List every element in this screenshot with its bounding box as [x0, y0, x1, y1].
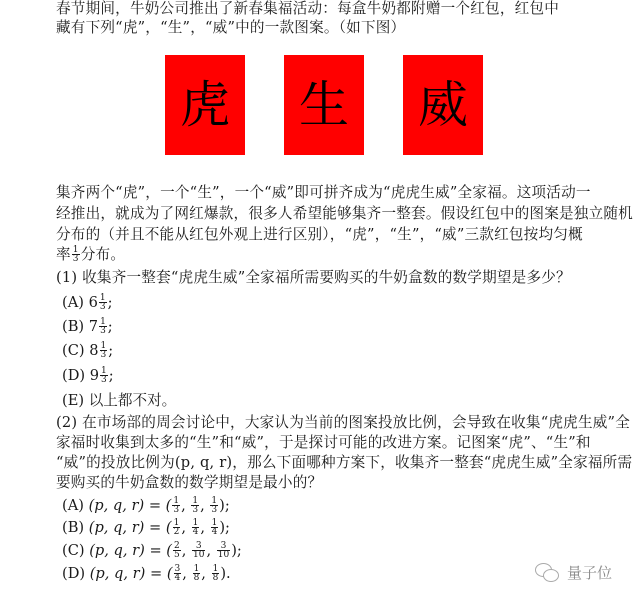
numerator: 1 — [173, 495, 180, 506]
fraction — [174, 565, 182, 582]
numerator: 1 — [212, 563, 219, 574]
comma: , — [201, 565, 211, 582]
numerator: 1 — [99, 292, 106, 303]
fraction — [193, 565, 201, 582]
card-char: 虎 — [180, 76, 230, 134]
q2-line: (2) 在市场部的周会讨论中，大家认为当前的图案投放比例，会导致在收集“虎虎生威”全 — [56, 414, 631, 431]
denominator: 4 — [211, 526, 218, 537]
fraction — [99, 318, 107, 335]
punct: ; — [108, 367, 114, 384]
paragraph-line: 分布的（并且不能从红包外观上进行区别），“虎”，“生”，“威”三款红包按均匀概 — [56, 226, 583, 243]
paragraph-line: 集齐两个“虎”，一个“生”，一个“威”即可拼齐成为“虎虎生威”全家福。这项活动一 — [56, 184, 591, 201]
option-label: (A) — [62, 294, 89, 311]
q1-option — [62, 294, 113, 312]
q2-option — [62, 519, 230, 537]
numerator: 1 — [193, 563, 200, 574]
option-label: (B) — [62, 318, 89, 335]
option-label: (E) — [62, 392, 89, 409]
card-char: 生 — [299, 76, 349, 134]
q2-line: “威”的投放比例为(p, q, r)，那么下面哪种方案下，收集齐一整套“虎虎生威”全家福所需 — [56, 454, 633, 471]
punct: ; — [107, 318, 113, 335]
numerator: 1 — [192, 495, 199, 506]
comma: , — [200, 519, 210, 536]
numerator: 2 — [174, 540, 180, 551]
denominator: 8 — [212, 572, 219, 583]
q1-option-e — [62, 392, 176, 410]
fraction — [100, 342, 108, 359]
q1-option — [62, 342, 113, 360]
whole: 7 — [88, 318, 99, 335]
denominator: 3 — [192, 504, 199, 515]
numerator: 3 — [217, 542, 230, 551]
fraction — [217, 542, 230, 559]
whole: 8 — [89, 342, 99, 359]
numerator: 1 — [192, 517, 199, 528]
fraction — [173, 519, 181, 536]
option-label: (D) — [62, 367, 90, 384]
punct: ); — [219, 497, 230, 514]
paragraph-line: 经推出，就成为了网红爆款，很多人希望能够集齐一整套。假设红包中的图案是独立随机 — [56, 205, 633, 222]
numerator: 3 — [192, 542, 205, 551]
denominator: 3 — [100, 349, 107, 360]
option-label: (A) — [62, 497, 89, 514]
wechat-icon — [535, 563, 559, 583]
numerator: 1 — [211, 517, 218, 528]
card-char: 威 — [418, 76, 468, 134]
math-lhs: (p, q, r) = ( — [88, 497, 172, 514]
math-lhs: (p, q, r) = ( — [89, 542, 173, 559]
denominator: 5 — [174, 549, 180, 560]
denominator: 3 — [72, 253, 79, 264]
denominator: 3 — [211, 504, 218, 515]
numerator: 1 — [100, 340, 107, 351]
denominator: 3 — [100, 325, 106, 336]
math-lhs: (p, q, r) = ( — [88, 519, 172, 536]
intro-line: 藏有下列“虎”，“生”，“威”中的一款图案。（如下图） — [56, 19, 406, 36]
q2-line: 家福时收集到太多的“生”和“威”，于是探讨可能的改进方案。记图案“虎”、“生”和 — [56, 434, 591, 451]
punct: ); — [231, 542, 242, 559]
denominator: 8 — [193, 572, 200, 583]
numerator: 1 — [173, 517, 180, 528]
q2-option — [62, 565, 231, 583]
fraction — [191, 497, 199, 514]
option-text: 以上都不对。 — [88, 392, 177, 409]
watermark-text: 量子位 — [567, 564, 613, 582]
q2-option — [62, 542, 242, 560]
denominator: 3 — [101, 374, 107, 385]
punct: ). — [220, 565, 231, 582]
fraction — [192, 519, 200, 536]
numerator: 1 — [101, 365, 107, 376]
comma: , — [182, 565, 192, 582]
denominator: 4 — [174, 572, 181, 583]
comma: , — [181, 497, 191, 514]
fraction — [212, 565, 220, 582]
denominator: 10 — [193, 549, 205, 560]
q2-option — [62, 497, 230, 515]
comma: , — [181, 519, 191, 536]
denominator: 2 — [173, 526, 180, 537]
denominator: 4 — [192, 526, 199, 537]
option-label: (B) — [62, 519, 89, 536]
denominator: 3 — [99, 301, 106, 312]
numerator: 1 — [100, 316, 106, 327]
fraction — [192, 542, 205, 559]
numerator: 1 — [211, 495, 218, 506]
fraction — [210, 497, 218, 514]
q1-option — [62, 367, 114, 385]
punct: ; — [108, 342, 114, 359]
paragraph-line-last — [56, 246, 125, 264]
intro-line: 春节期间，牛奶公司推出了新春集福活动：每盒牛奶都附赠一个红包，红包中 — [56, 0, 559, 17]
numerator: 1 — [72, 244, 79, 255]
denominator: 10 — [217, 549, 230, 560]
red-envelope-hu — [165, 55, 245, 155]
text: 分布。 — [80, 246, 126, 263]
fraction — [99, 294, 107, 311]
option-label: (C) — [62, 342, 90, 359]
option-label: (D) — [62, 565, 90, 582]
option-label: (C) — [62, 542, 90, 559]
denominator: 3 — [173, 504, 180, 515]
red-envelope-wei — [403, 55, 483, 155]
watermark — [535, 562, 612, 583]
comma: , — [206, 542, 216, 559]
text: 率 — [56, 246, 71, 263]
fraction — [100, 367, 108, 384]
math-lhs: (p, q, r) = ( — [89, 565, 173, 582]
comma: , — [200, 497, 210, 514]
question-1: (1) 收集齐一整套“虎虎生威”全家福所需要购买的牛奶盒数的数学期望是多少？ — [56, 269, 571, 286]
fraction — [173, 542, 181, 559]
fraction — [72, 246, 80, 263]
fraction — [211, 519, 219, 536]
punct: ; — [107, 294, 113, 311]
whole: 6 — [88, 294, 98, 311]
punct: ); — [219, 519, 230, 536]
numerator: 3 — [174, 563, 181, 574]
q1-option — [62, 318, 113, 336]
red-envelope-sheng — [284, 55, 364, 155]
fraction — [172, 497, 180, 514]
comma: , — [181, 542, 192, 559]
q2-line: 要购买的牛奶盒数的数学期望是最小的？ — [56, 474, 323, 491]
whole: 9 — [89, 367, 100, 384]
